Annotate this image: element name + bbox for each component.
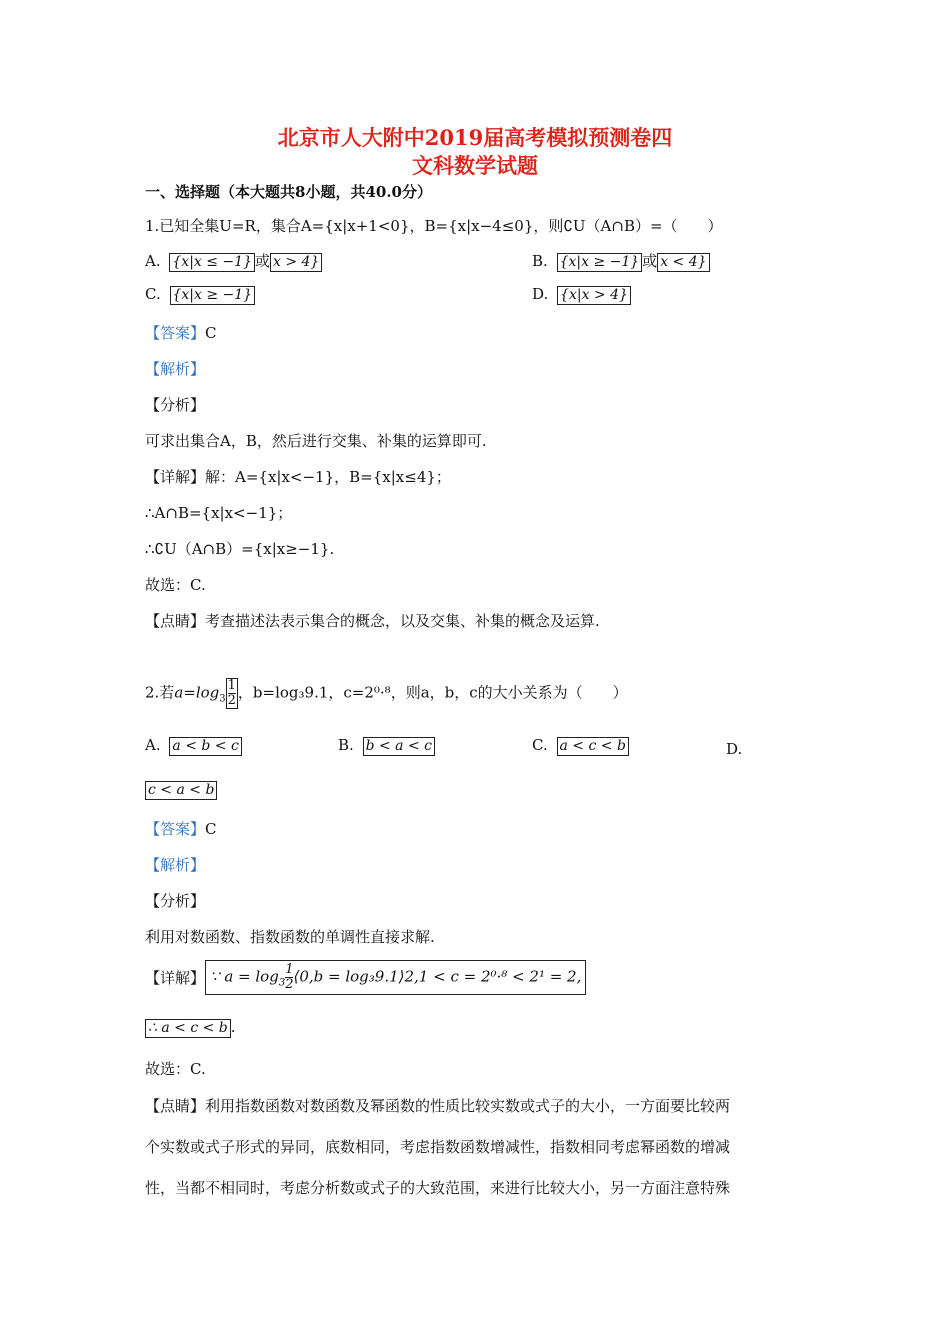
q2-stem-sub: 3: [219, 693, 226, 705]
q1-detail-line2: ∴A∩B={x|x<−1}；: [145, 504, 293, 522]
q1-dianjing: 【点睛】考查描述法表示集合的概念，以及交集、补集的概念及运算.: [145, 612, 600, 630]
q2-dianjing-line2: 个实数或式子形式的异同，底数相同，考虑指数函数增减性，指数相同考虑幂函数的增减: [145, 1138, 731, 1156]
q2-option-a: [145, 736, 242, 756]
section-heading: 一、选择题（本大题共8小题，共40.0分）: [145, 183, 432, 201]
q2-stem-fraction: [226, 678, 238, 709]
q1-jiexi: 【解析】: [145, 360, 206, 378]
q1-answer-value: C: [205, 324, 217, 342]
q1-option-b-formula2: x < 4}: [657, 253, 709, 272]
q2-stem-suffix: ，b=log₃9.1，c=2⁰·⁸，则a，b，c的大小关系为（ ）: [237, 683, 628, 702]
q1-option-c-label: C.: [145, 285, 161, 303]
q1-option-c: [145, 285, 255, 305]
q1-option-b-or: 或: [642, 252, 658, 270]
q2-stem-a: a=log: [174, 683, 220, 702]
q2-option-a-label: A.: [145, 736, 161, 754]
q1-option-a-or: 或: [254, 252, 270, 270]
page-title-line2: 文科数学试题: [412, 153, 538, 178]
q1-option-b-formula: {x|x ≥ −1}: [557, 253, 643, 272]
q1-option-a-label: A.: [145, 252, 161, 270]
q2-dianjing-line1: 【点睛】利用指数函数对数函数及幂函数的性质比较实数或式子的大小，一方面要比较两: [145, 1097, 731, 1115]
q1-guxuan: 故选：C.: [145, 576, 206, 594]
q2-option-a-formula: a < b < c: [169, 737, 241, 756]
q2-detail-frac-den: 2: [285, 977, 294, 992]
q1-answer: [145, 322, 217, 343]
q2-detail-formula-a: ∵ a = log: [210, 967, 279, 986]
q2-option-d: [145, 780, 217, 800]
q1-option-b-label: B.: [532, 252, 548, 270]
q1-fenxi-text: 可求出集合A，B，然后进行交集、补集的运算即可.: [145, 432, 487, 450]
q2-detail-tag: 【详解】: [145, 969, 206, 987]
q1-option-a-formula: {x|x ≤ −1}: [169, 253, 255, 272]
q2-frac-den: 2: [227, 693, 236, 708]
q2-option-d-formula: c < a < b: [145, 781, 217, 800]
q2-option-c-label: C.: [532, 736, 548, 754]
q1-option-a-formula2: x > 4}: [270, 253, 322, 272]
page-title-line1: 北京市人大附中2019届高考模拟预测卷四: [277, 125, 673, 150]
q1-option-c-formula: {x|x ≥ −1}: [170, 286, 256, 305]
q2-option-c: [532, 736, 629, 756]
q2-detail-frac-num: 1: [285, 962, 294, 977]
q2-answer-tag: 【答案】: [145, 820, 206, 838]
q1-option-a: [145, 250, 322, 272]
q1-option-d-formula: {x|x > 4}: [557, 286, 631, 305]
q1-detail-line1: 【详解】解：A={x|x<−1}，B={x|x≤4}；: [145, 468, 451, 486]
q2-jiexi: 【解析】: [145, 856, 206, 874]
q2-stem: [145, 678, 628, 709]
q1-fenxi: 【分析】: [145, 396, 206, 414]
q2-detail-conclusion-tail: .: [230, 1018, 236, 1036]
q2-option-b: [338, 736, 435, 756]
q2-detail-formula-sub: 3: [278, 977, 286, 989]
q2-option-b-label: B.: [338, 736, 354, 754]
q2-frac-num: 1: [227, 678, 236, 693]
q1-option-b: [532, 250, 710, 272]
q2-stem-prefix: 2.若: [145, 683, 175, 702]
q2-guxuan: 故选：C.: [145, 1060, 206, 1078]
q1-answer-tag: 【答案】: [145, 324, 206, 342]
q2-fenxi-text: 利用对数函数、指数函数的单调性直接求解.: [145, 928, 435, 946]
q2-detail: [145, 960, 586, 995]
q2-option-c-formula: a < c < b: [557, 737, 629, 756]
q2-detail-conclusion-formula: ∴ a < c < b: [145, 1019, 231, 1038]
q2-answer-value: C: [205, 820, 217, 838]
q2-detail-formula: [205, 960, 586, 995]
q1-stem: 1.已知全集U=R，集合A={x|x+1<0}，B={x|x−4≤0}，则∁U（A∩B）=（ ）: [145, 217, 723, 235]
q1-option-d: [532, 285, 631, 305]
q2-dianjing-line3: 性，当都不相同时，考虑分析数或式子的大致范围，来进行比较大小，另一方面注意特殊: [145, 1179, 731, 1197]
q1-detail-line3: ∴∁U（A∩B）={x|x≥−1}.: [145, 540, 335, 558]
q2-answer: [145, 818, 217, 839]
q2-detail-conclusion: [145, 1018, 236, 1038]
q2-option-b-formula: b < a < c: [363, 737, 435, 756]
q2-option-d-label: D.: [726, 740, 743, 758]
q2-fenxi: 【分析】: [145, 892, 206, 910]
q2-detail-formula-rest: ⟨0,b = log₃9.1⟩2,1 < c = 2⁰·⁸ < 2¹ = 2,: [293, 967, 582, 986]
q1-option-d-label: D.: [532, 285, 549, 303]
